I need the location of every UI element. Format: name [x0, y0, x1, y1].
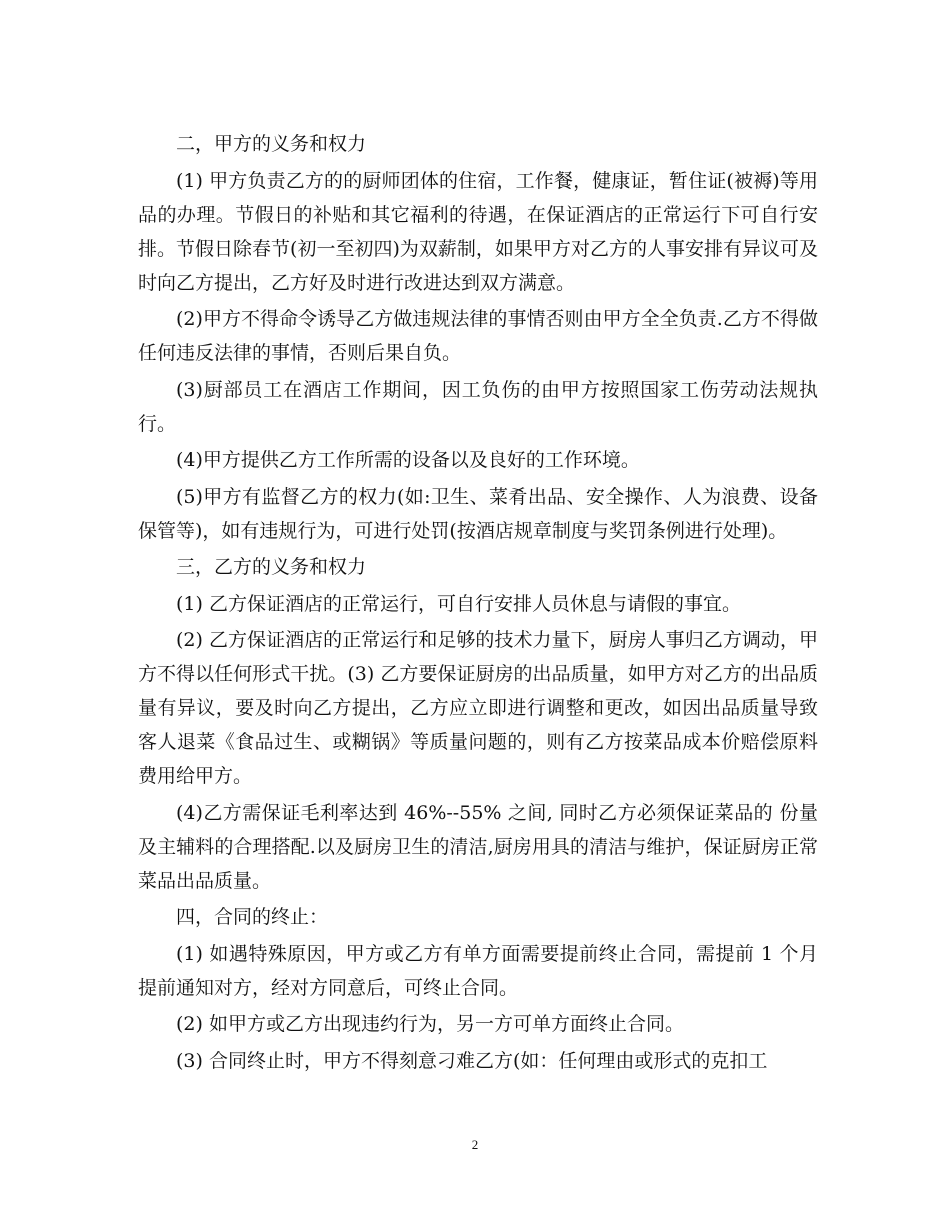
paragraph: (5)甲方有监督乙方的权力(如:卫生、菜肴出品、安全操作、人为浪费、设备保管等)，如有违规行为，可进行处罚(按酒店规章制度与奖罚条例进行处理)。	[138, 485, 818, 542]
paragraph: (2) 乙方保证酒店的正常运行和足够的技术力量下，厨房人事归乙方调动，甲方不得以任何形式干扰。(3) 乙方要保证厨房的出品质量，如甲方对乙方的出品质量有异议，要及时向乙方提出，乙方应立即进行调整和更改，如因出品质量导致客人退菜《食品过生、或糊锅》等质量问题的，则有乙方按菜品成本价赔偿原料费用给甲方。	[138, 629, 818, 787]
paragraph: (1) 乙方保证酒店的正常运行，可自行安排人员休息与请假的事宜。	[176, 592, 741, 615]
paragraph: (1) 甲方负责乙方的的厨师团体的住宿，工作餐，健康证，暂住证(被褥)等用品的办理。节假日的补贴和其它福利的待遇，在保证酒店的正常运行下可自行安排。节假日除春节(初一至初四)为双薪制，如果甲方对乙方的人事安排有异议可及时向乙方提出，乙方好及时进行改进达到双方满意。	[138, 169, 818, 294]
page-number: 2	[471, 1137, 479, 1152]
paragraph: (1) 如遇特殊原因，甲方或乙方有单方面需要提前终止合同，需提前 1 个月提前通知对方，经对方同意后，可终止合同。	[138, 942, 818, 999]
paragraph: (2)甲方不得命令诱导乙方做违规法律的事情否则由甲方全全负责.乙方不得做任何违反法律的事情，否则后果自负。	[138, 308, 818, 364]
paragraph: (4)乙方需保证毛利率达到 46%--55% 之间, 同时乙方必须保证菜品的 份量及主辅料的合理搭配.以及厨房卫生的清洁,厨房用具的清洁与维护，保证厨房正常菜品出品质量。	[138, 801, 818, 892]
section-heading-termination: 四，合同的终止：	[176, 906, 329, 928]
paragraph: (3)厨部员工在酒店工作期间，因工负伤的由甲方按照国家工伤劳动法规执行。	[138, 378, 818, 435]
paragraph: (4)甲方提供乙方工作所需的设备以及良好的工作环境。	[176, 449, 640, 471]
paragraph: (2) 如甲方或乙方出现违约行为，另一方可单方面终止合同。	[176, 1013, 684, 1035]
paragraph: (3) 合同终止时，甲方不得刻意刁难乙方(如：任何理由或形式的克扣工	[176, 1049, 768, 1072]
section-heading-party-b: 三，乙方的义务和权力	[176, 556, 367, 578]
document-body	[138, 127, 818, 1080]
section-heading-party-a: 二，甲方的义务和权力	[176, 133, 367, 155]
